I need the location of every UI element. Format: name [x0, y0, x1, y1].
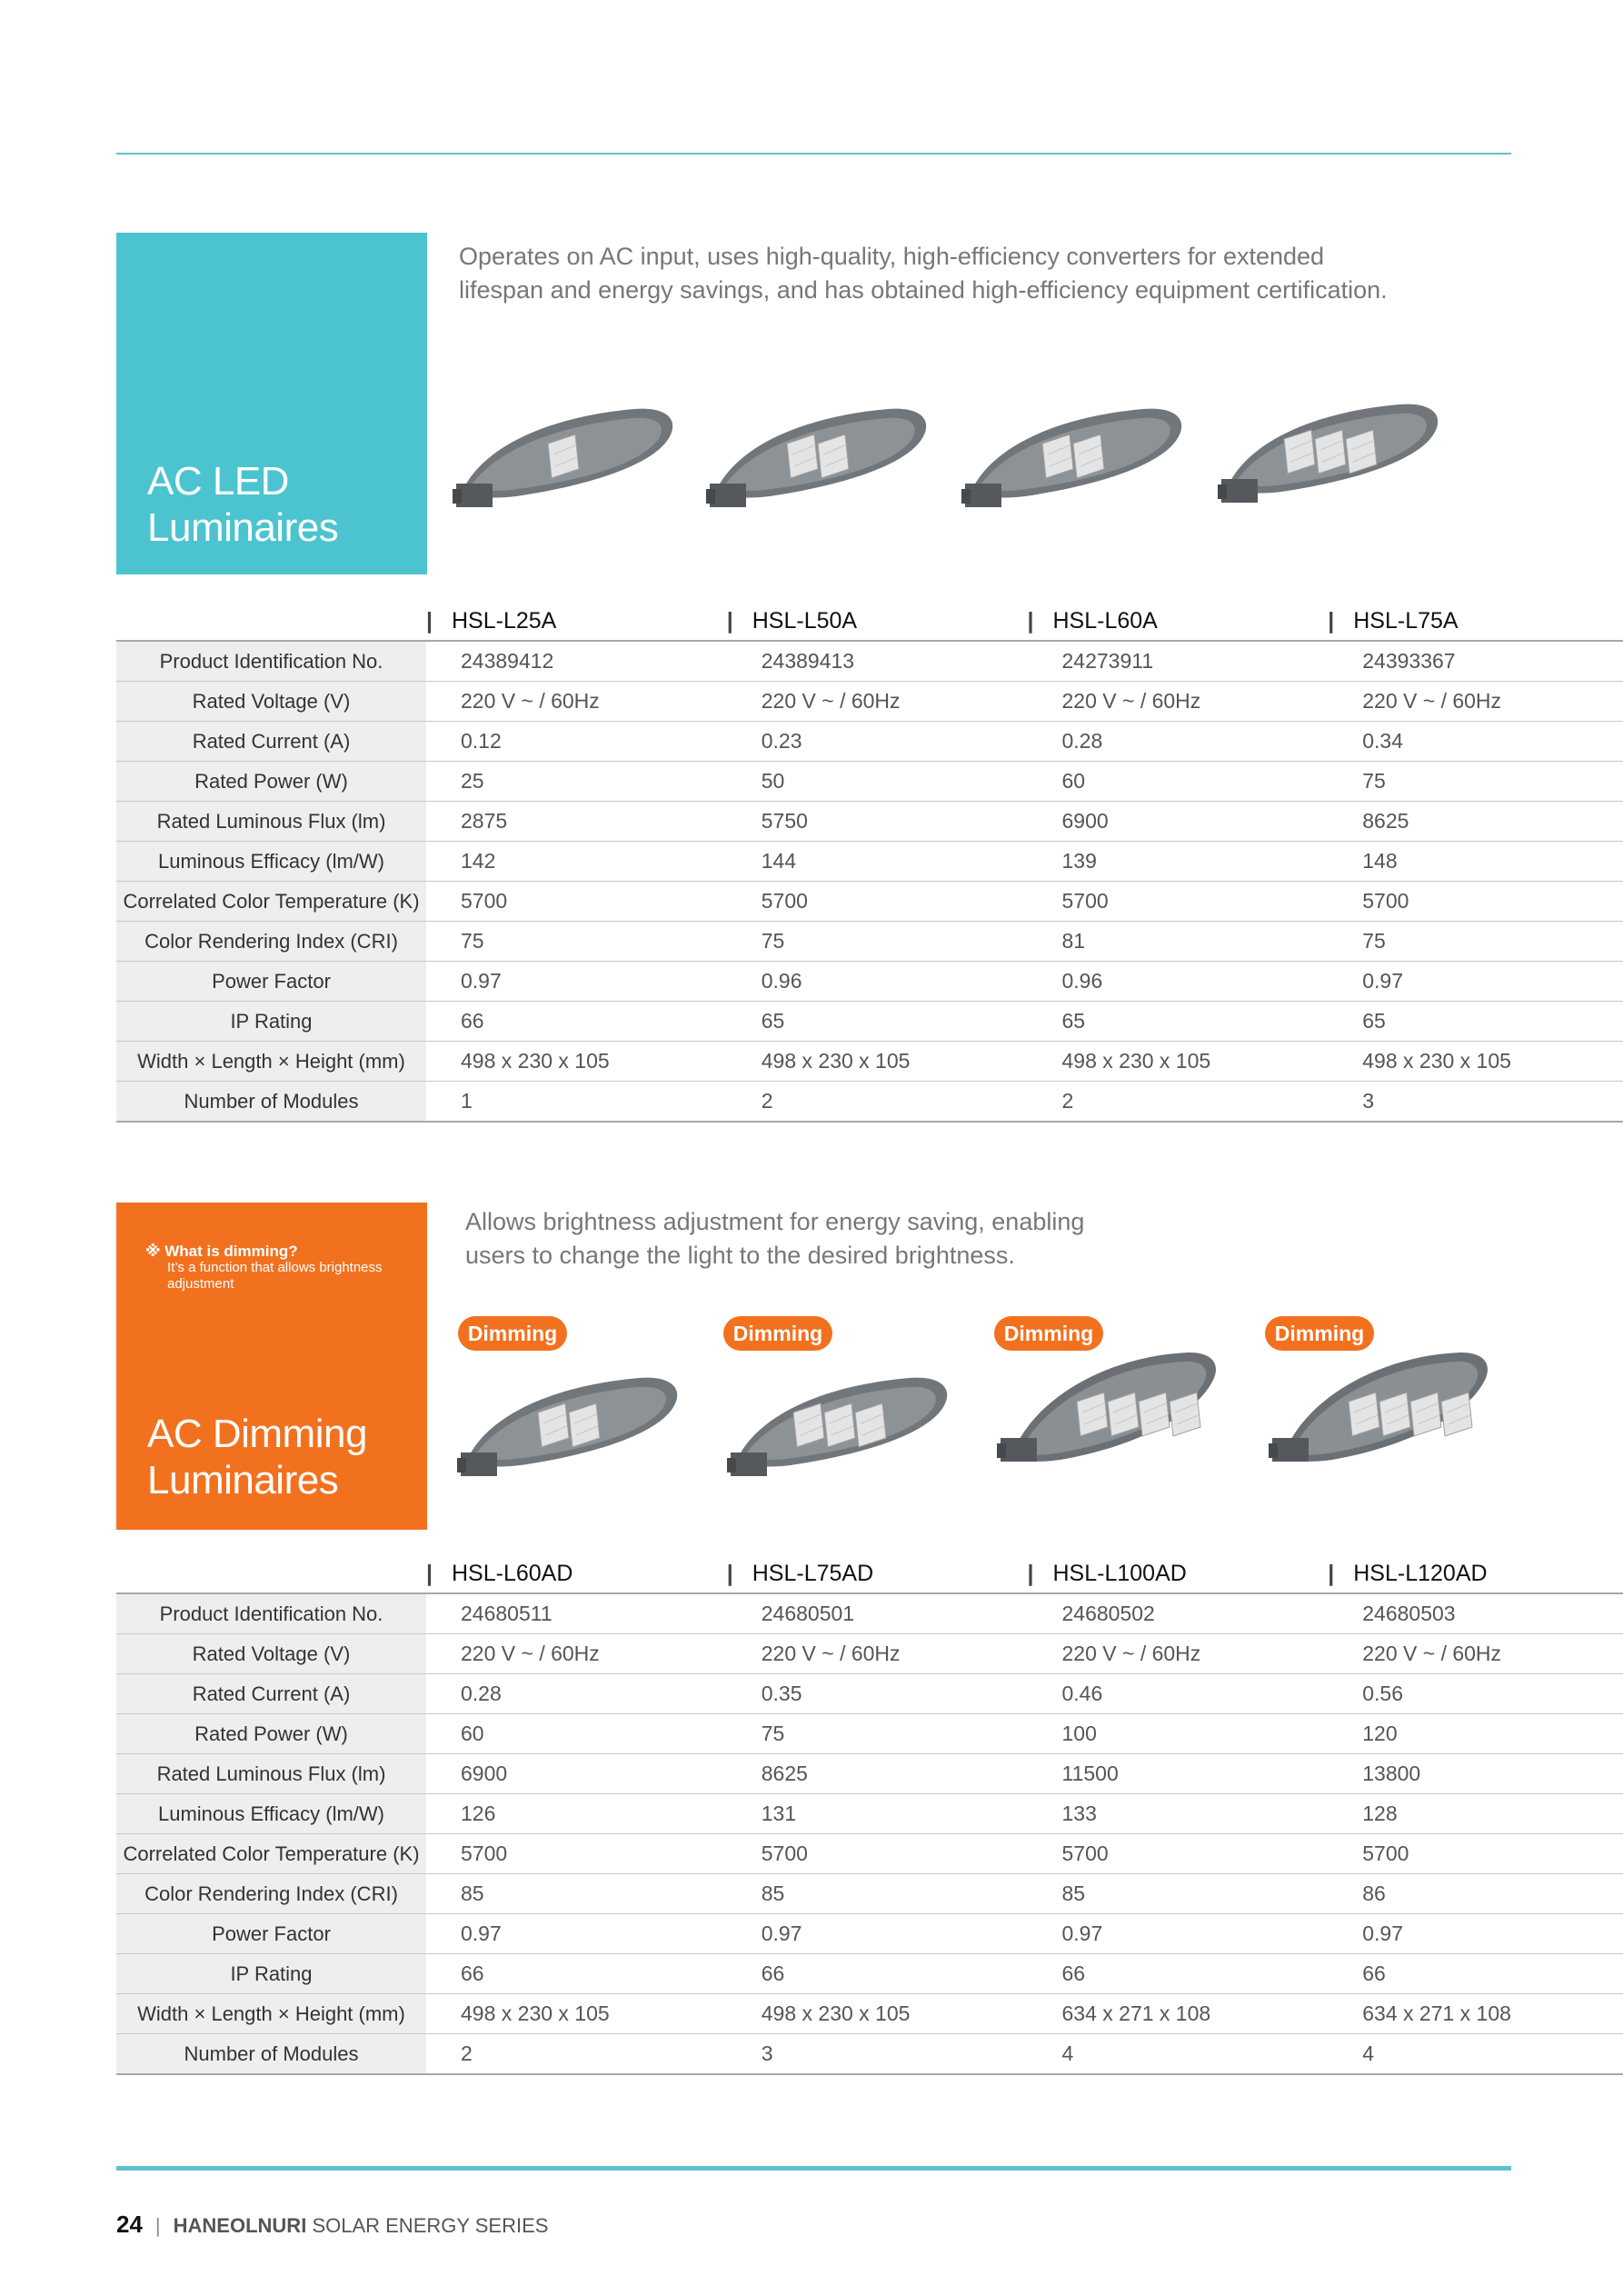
table-cell: 220 V ~ / 60Hz	[727, 1634, 1028, 1674]
row-label: Color Rendering Index (CRI)	[116, 1874, 426, 1914]
table-cell: 24680503	[1328, 1593, 1623, 1634]
section-description: Operates on AC input, uses high-quality, high-efficiency converters for extended lifespan and energy savings, and has obtained high-efficiency equipment certification.	[459, 243, 1388, 304]
table-cell: 65	[1328, 1002, 1623, 1042]
model-name: | HSL-L60A	[1028, 608, 1158, 634]
table-cell: 25	[426, 762, 727, 802]
row-label: Power Factor	[116, 962, 426, 1002]
top-divider	[116, 153, 1511, 155]
category-title: AC LED Luminaires	[147, 459, 339, 550]
table-row	[116, 842, 1623, 882]
table-cell: 634 x 271 x 108	[1028, 1994, 1329, 2034]
table-cell: 60	[426, 1714, 727, 1754]
table-cell: 100	[1028, 1714, 1329, 1754]
row-label: Power Factor	[116, 1914, 426, 1954]
table-cell: 0.97	[426, 962, 727, 1002]
table-cell: 3	[727, 2034, 1028, 2075]
dimming-badge: Dimming	[1265, 1316, 1374, 1351]
table-cell: 220 V ~ / 60Hz	[1328, 1634, 1623, 1674]
table-row	[116, 762, 1623, 802]
table-cell: 5700	[1328, 1834, 1623, 1874]
table-row	[116, 1674, 1623, 1714]
dimming-badge: Dimming	[723, 1316, 832, 1351]
table-cell: 131	[727, 1794, 1028, 1834]
table-cell: 128	[1328, 1794, 1623, 1834]
table-cell: 66	[426, 1954, 727, 1994]
table-cell: 139	[1028, 842, 1329, 882]
model-name: | HSL-L75AD	[727, 1561, 873, 1586]
table-cell: 0.96	[1028, 962, 1329, 1002]
dimming-note: ※ What is dimming? It’s a function that allows brightness adjustment	[145, 1243, 383, 1292]
page-footer	[116, 2211, 548, 2239]
table-cell: 66	[426, 1002, 727, 1042]
table-cell: 5750	[727, 802, 1028, 842]
table-cell: 5700	[426, 1834, 727, 1874]
table-cell: 86	[1328, 1874, 1623, 1914]
table-cell: 66	[1328, 1954, 1623, 1994]
table-cell: 498 x 230 x 105	[1028, 1042, 1329, 1082]
table-cell: 3	[1328, 1082, 1623, 1123]
table-row	[116, 641, 1623, 682]
table-cell: 144	[727, 842, 1028, 882]
table-cell: 126	[426, 1794, 727, 1834]
table-cell: 0.97	[1328, 1914, 1623, 1954]
table-cell: 85	[727, 1874, 1028, 1914]
model-name-header	[426, 594, 727, 641]
table-cell: 50	[727, 762, 1028, 802]
table-cell: 60	[1028, 762, 1329, 802]
luminaire-image	[1218, 386, 1445, 527]
table-row	[116, 1954, 1623, 1994]
table-cell: 220 V ~ / 60Hz	[1028, 1634, 1329, 1674]
row-label: Rated Luminous Flux (lm)	[116, 802, 426, 842]
table-cell: 4	[1028, 2034, 1329, 2075]
table-row	[116, 1914, 1623, 1954]
bottom-divider	[116, 2166, 1511, 2171]
row-label: Rated Power (W)	[116, 1714, 426, 1754]
dimming-badge: Dimming	[994, 1316, 1103, 1351]
model-header-row	[116, 1547, 1623, 1593]
luminaire-image	[1269, 1345, 1496, 1486]
model-name-header	[1328, 594, 1623, 641]
table-cell: 5700	[1328, 882, 1623, 922]
table-cell: 24680501	[727, 1593, 1028, 1634]
table-cell: 24393367	[1328, 641, 1623, 682]
table-cell: 0.96	[727, 962, 1028, 1002]
table-cell: 5700	[727, 1834, 1028, 1874]
luminaire-image	[961, 391, 1189, 532]
table-row	[116, 962, 1623, 1002]
table-cell: 0.97	[426, 1914, 727, 1954]
table-row	[116, 1834, 1623, 1874]
table-cell: 0.97	[1328, 962, 1623, 1002]
row-label: Number of Modules	[116, 1082, 426, 1123]
table-cell: 2	[1028, 1082, 1329, 1123]
table-cell: 66	[1028, 1954, 1329, 1994]
row-label: Correlated Color Temperature (K)	[116, 882, 426, 922]
table-cell: 75	[727, 1714, 1028, 1754]
row-label: Rated Luminous Flux (lm)	[116, 1754, 426, 1794]
table-cell: 0.97	[727, 1914, 1028, 1954]
table-row	[116, 1082, 1623, 1123]
table-cell: 120	[1328, 1714, 1623, 1754]
table-cell: 498 x 230 x 105	[727, 1042, 1028, 1082]
page-number: 24	[116, 2211, 143, 2238]
row-label: Product Identification No.	[116, 641, 426, 682]
dimming-badge: Dimming	[458, 1316, 567, 1351]
luminaire-image	[457, 1360, 684, 1501]
category-box-ac-led	[116, 233, 427, 574]
table-cell: 0.34	[1328, 722, 1623, 762]
table-cell: 5700	[1028, 882, 1329, 922]
table-row	[116, 922, 1623, 962]
row-label: Rated Voltage (V)	[116, 1634, 426, 1674]
table-row	[116, 1714, 1623, 1754]
table-cell: 2	[426, 2034, 727, 2075]
row-label: Rated Voltage (V)	[116, 682, 426, 722]
table-row	[116, 1874, 1623, 1914]
table-cell: 148	[1328, 842, 1623, 882]
luminaire-image	[453, 391, 680, 532]
spec-table	[116, 594, 1623, 1123]
table-cell: 65	[1028, 1002, 1329, 1042]
row-label: Width × Length × Height (mm)	[116, 1042, 426, 1082]
table-cell: 0.28	[1028, 722, 1329, 762]
model-name-header	[1028, 1547, 1329, 1593]
table-row	[116, 1754, 1623, 1794]
table-cell: 0.12	[426, 722, 727, 762]
table-cell: 85	[426, 1874, 727, 1914]
category-box-ac-dimming	[116, 1203, 427, 1530]
header-spacer	[116, 1547, 426, 1593]
luminaire-image	[706, 391, 933, 532]
model-header-row	[116, 594, 1623, 641]
row-label: IP Rating	[116, 1954, 426, 1994]
table-row	[116, 1002, 1623, 1042]
spec-table	[116, 1547, 1623, 2075]
row-label: Rated Current (A)	[116, 1674, 426, 1714]
footer-brand: HANEOLNURI	[173, 2214, 307, 2237]
luminaire-image	[727, 1360, 954, 1501]
table-cell: 8625	[727, 1754, 1028, 1794]
table-row	[116, 1042, 1623, 1082]
table-cell: 24389413	[727, 641, 1028, 682]
table-cell: 75	[727, 922, 1028, 962]
row-label: Luminous Efficacy (lm/W)	[116, 842, 426, 882]
section-description: Allows brightness adjustment for energy saving, enabling users to change the light to the desired brightness.	[465, 1208, 1085, 1269]
table-cell: 6900	[1028, 802, 1329, 842]
table-cell: 220 V ~ / 60Hz	[1028, 682, 1329, 722]
table-cell: 85	[1028, 1874, 1329, 1914]
table-cell: 5700	[1028, 1834, 1329, 1874]
row-label: Luminous Efficacy (lm/W)	[116, 1794, 426, 1834]
table-cell: 11500	[1028, 1754, 1329, 1794]
table-cell: 24680502	[1028, 1593, 1329, 1634]
model-name: | HSL-L50A	[727, 608, 857, 634]
table-cell: 133	[1028, 1794, 1329, 1834]
table-cell: 220 V ~ / 60Hz	[426, 1634, 727, 1674]
table-row	[116, 2034, 1623, 2075]
table-cell: 0.35	[727, 1674, 1028, 1714]
footer-series: SOLAR ENERGY SERIES	[312, 2214, 549, 2237]
row-label: Rated Current (A)	[116, 722, 426, 762]
table-row	[116, 1794, 1623, 1834]
model-name-header	[1328, 1547, 1623, 1593]
table-cell: 498 x 230 x 105	[727, 1994, 1028, 2034]
row-label: IP Rating	[116, 1002, 426, 1042]
model-name: | HSL-L100AD	[1028, 1561, 1187, 1586]
table-cell: 220 V ~ / 60Hz	[426, 682, 727, 722]
table-row	[116, 1634, 1623, 1674]
table-cell: 75	[1328, 922, 1623, 962]
table-cell: 142	[426, 842, 727, 882]
table-row	[116, 722, 1623, 762]
row-label: Number of Modules	[116, 2034, 426, 2075]
table-cell: 66	[727, 1954, 1028, 1994]
row-label: Product Identification No.	[116, 1593, 426, 1634]
table-cell: 8625	[1328, 802, 1623, 842]
table-cell: 0.97	[1028, 1914, 1329, 1954]
table-cell: 498 x 230 x 105	[1328, 1042, 1623, 1082]
table-cell: 24273911	[1028, 641, 1329, 682]
header-spacer	[116, 594, 426, 641]
table-row	[116, 1593, 1623, 1634]
table-cell: 1	[426, 1082, 727, 1123]
table-cell: 220 V ~ / 60Hz	[1328, 682, 1623, 722]
table-cell: 0.28	[426, 1674, 727, 1714]
category-title: AC Dimming Luminaires	[147, 1412, 367, 1502]
table-cell: 6900	[426, 1754, 727, 1794]
table-row	[116, 1994, 1623, 2034]
table-cell: 0.23	[727, 722, 1028, 762]
table-cell: 4	[1328, 2034, 1623, 2075]
model-name: | HSL-L25A	[426, 608, 556, 634]
model-name: | HSL-L60AD	[426, 1561, 573, 1586]
table-cell: 13800	[1328, 1754, 1623, 1794]
table-cell: 220 V ~ / 60Hz	[727, 682, 1028, 722]
row-label: Width × Length × Height (mm)	[116, 1994, 426, 2034]
table-cell: 634 x 271 x 108	[1328, 1994, 1623, 2034]
row-label: Color Rendering Index (CRI)	[116, 922, 426, 962]
model-name-header	[727, 594, 1028, 641]
model-name-header	[1028, 594, 1329, 641]
table-row	[116, 882, 1623, 922]
table-cell: 81	[1028, 922, 1329, 962]
table-cell: 2875	[426, 802, 727, 842]
table-cell: 498 x 230 x 105	[426, 1994, 727, 2034]
model-name-header	[426, 1547, 727, 1593]
table-cell: 5700	[426, 882, 727, 922]
row-label: Rated Power (W)	[116, 762, 426, 802]
model-name-header	[727, 1547, 1028, 1593]
table-row	[116, 682, 1623, 722]
footer-separator: |	[154, 2214, 161, 2237]
table-cell: 0.56	[1328, 1674, 1623, 1714]
table-cell: 0.46	[1028, 1674, 1329, 1714]
table-cell: 2	[727, 1082, 1028, 1123]
table-cell: 24680511	[426, 1593, 727, 1634]
table-row	[116, 802, 1623, 842]
luminaire-image	[997, 1345, 1224, 1486]
table-cell: 65	[727, 1002, 1028, 1042]
row-label: Correlated Color Temperature (K)	[116, 1834, 426, 1874]
table-cell: 498 x 230 x 105	[426, 1042, 727, 1082]
model-name: | HSL-L120AD	[1328, 1561, 1487, 1586]
table-cell: 24389412	[426, 641, 727, 682]
table-cell: 75	[1328, 762, 1623, 802]
model-name: | HSL-L75A	[1328, 608, 1458, 634]
table-cell: 5700	[727, 882, 1028, 922]
table-cell: 75	[426, 922, 727, 962]
